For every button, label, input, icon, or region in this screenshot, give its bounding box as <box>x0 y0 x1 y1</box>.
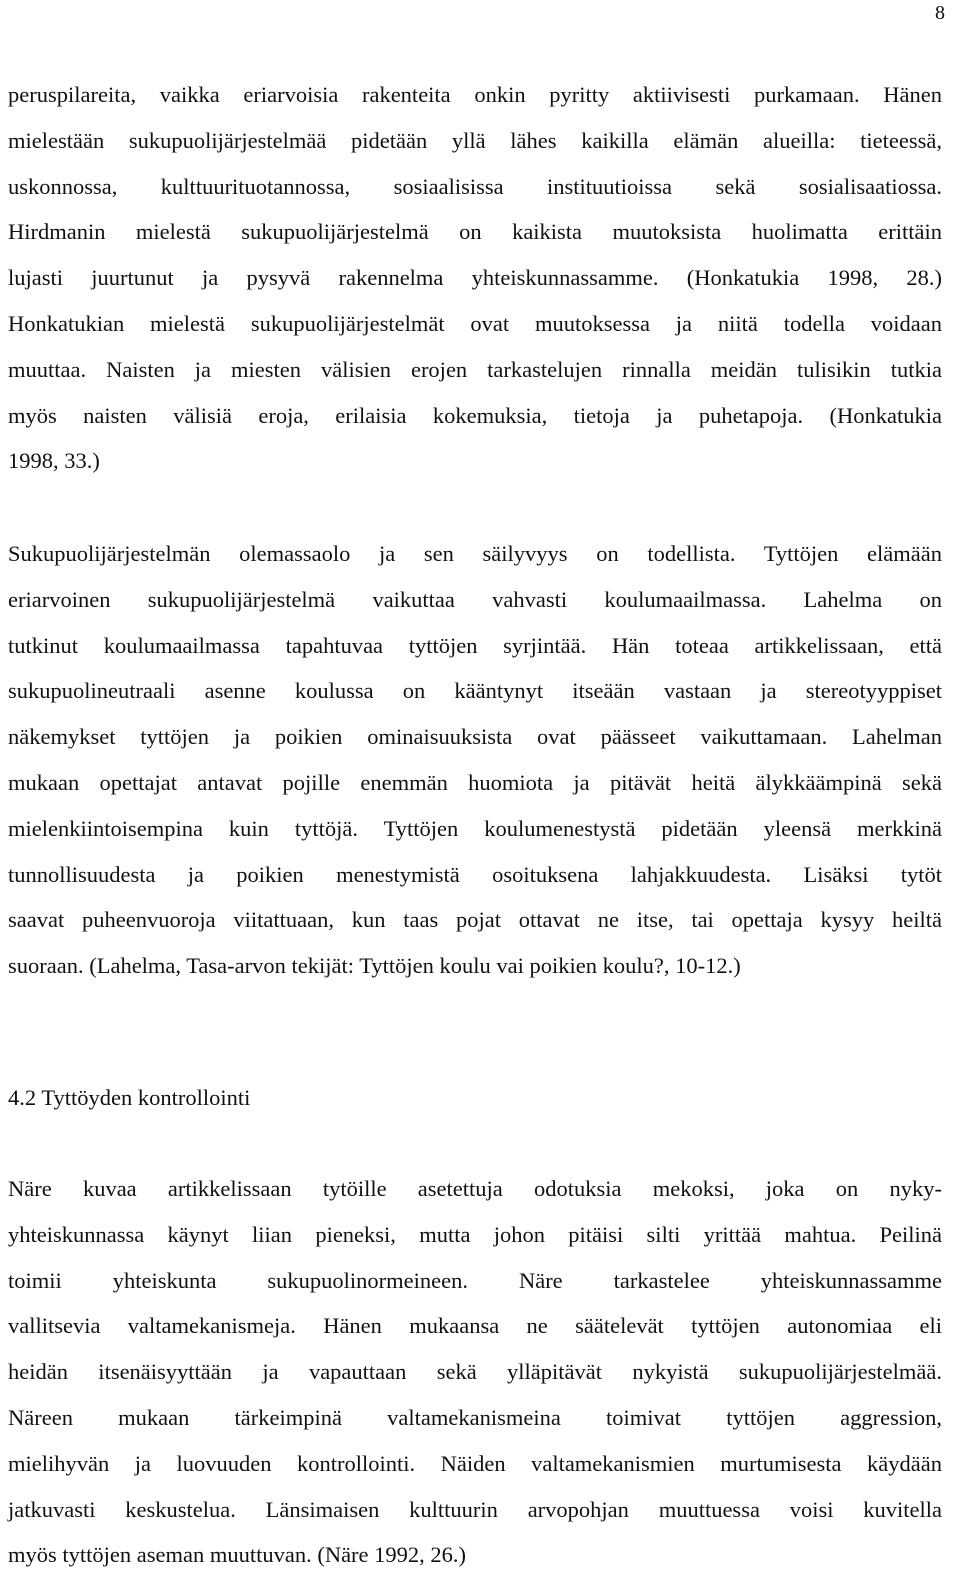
text-line: peruspilareita, vaikka eriarvoisia rakenteita onkin pyritty aktiivisesti purkamaan. Hänen <box>8 82 942 107</box>
text-line: heidän itsenäisyyttään ja vapauttaan sekä ylläpitävät nykyistä sukupuolijärjestelmää. <box>8 1359 942 1385</box>
text-line: suoraan. (Lahelma, Tasa-arvon tekijät: Tyttöjen koulu vai poikien koulu?, 10-12.) <box>8 953 741 979</box>
text-line: myös naisten välisiä eroja, erilaisia kokemuksia, tietoja ja puhetapoja. (Honkatukia <box>8 402 942 428</box>
text-line: myös tyttöjen aseman muuttuvan. (Näre 1992, 26.) <box>8 1542 467 1568</box>
text-line: muuttaa. Naisten ja miesten välisien erojen tarkastelujen rinnalla meidän tulisikin tutkia <box>8 356 942 382</box>
text-line: mukaan opettajat antavat pojille enemmän huomiota ja pitävät heitä älykkäämpinä sekä <box>8 769 942 795</box>
text-line: saavat puheenvuoroja viitattuaan, kun taas pojat ottavat ne itse, tai opettaja kysyy heiltä <box>8 907 942 933</box>
text-line: yhteiskunnassa käynyt liian pieneksi, mutta johon pitäisi silti yrittää mahtua. Peilinä <box>8 1221 942 1247</box>
text-line: vallitsevia valtamekanismeja. Hänen mukaansa ne säätelevät tyttöjen autonomiaa eli <box>8 1313 942 1339</box>
text-line: Näreen mukaan tärkeimpinä valtamekanismeina toimivat tyttöjen aggression, <box>8 1404 942 1430</box>
paragraph-honkatukia <box>8 72 942 484</box>
text-line: näkemykset tyttöjen ja poikien ominaisuuksista ovat päässeet vaikuttamaan. Lahelman <box>8 724 942 750</box>
text-line: 1998, 33.) <box>8 448 100 474</box>
section-heading: 4.2 Tyttöyden kontrollointi <box>8 1085 251 1110</box>
text-line: eriarvoinen sukupuolijärjestelmä vaikuttaa vahvasti koulumaailmassa. Lahelma on <box>8 586 942 612</box>
text-line: jatkuvasti keskustelua. Länsimaisen kulttuurin arvopohjan muuttuessa voisi kuvitella <box>8 1496 942 1522</box>
text-line: Näre kuvaa artikkelissaan tytöille asetettuja odotuksia mekoksi, joka on nyky- <box>8 1176 942 1201</box>
page-number: 8 <box>935 2 945 24</box>
text-line: Honkatukian mielestä sukupuolijärjestelmät ovat muutoksessa ja niitä todella voidaan <box>8 310 942 336</box>
text-line: mielenkiintoisempina kuin tyttöjä. Tyttöjen koulumenestystä pidetään yleensä merkkinä <box>8 815 942 841</box>
text-line: Hirdmanin mielestä sukupuolijärjestelmä on kaikista muutoksista huolimatta erittäin <box>8 219 942 245</box>
text-line: mielihyvän ja luovuuden kontrollointi. Näiden valtamekanismien murtumisesta käydään <box>8 1450 942 1476</box>
text-line: tutkinut koulumaailmassa tapahtuvaa tyttöjen syrjintää. Hän toteaa artikkelissaan, että <box>8 632 942 658</box>
text-line: Sukupuolijärjestelmän olemassaolo ja sen säilyvyys on todellista. Tyttöjen elämään <box>8 541 942 566</box>
text-line: sukupuolineutraali asenne koulussa on kääntynyt itseään vastaan ja stereotyyppiset <box>8 678 942 704</box>
text-line: tunnollisuudesta ja poikien menestymistä osoituksena lahjakkuudesta. Lisäksi tytöt <box>8 861 942 887</box>
text-line: uskonnossa, kulttuurituotannossa, sosiaalisissa instituutioissa sekä sosialisaatiossa. <box>8 173 942 199</box>
text-line: mielestään sukupuolijärjestelmää pidetään yllä lähes kaikilla elämän alueilla: tieteessä, <box>8 127 942 153</box>
paragraph-nare <box>8 1166 942 1578</box>
text-line: toimii yhteiskunta sukupuolinormeineen. Näre tarkastelee yhteiskunnassamme <box>8 1267 942 1293</box>
paragraph-lahelma <box>8 531 942 989</box>
text-line: lujasti juurtunut ja pysyvä rakennelma yhteiskunnassamme. (Honkatukia 1998, 28.) <box>8 265 942 291</box>
